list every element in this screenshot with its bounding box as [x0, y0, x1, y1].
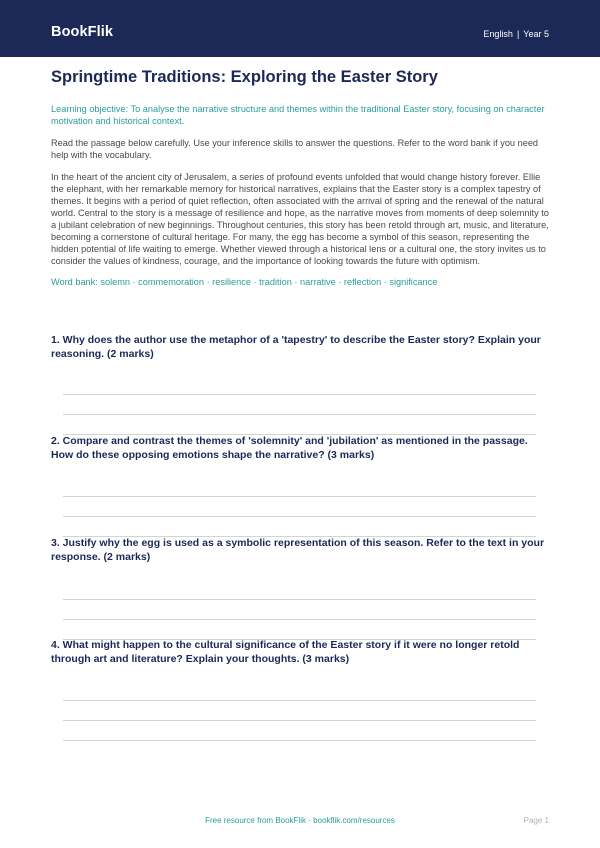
answer-line[interactable]: [63, 414, 536, 415]
question-4: [51, 638, 549, 666]
year-label: Year 5: [523, 29, 549, 39]
answer-line[interactable]: [63, 700, 536, 701]
answer-line[interactable]: [63, 394, 536, 395]
answer-line[interactable]: [63, 619, 536, 620]
answer-line[interactable]: [63, 720, 536, 721]
answer-line[interactable]: [63, 740, 536, 741]
subject-label: English: [483, 29, 513, 39]
answer-line[interactable]: [63, 496, 536, 497]
reading-passage: In the heart of the ancient city of Jerusalem, a series of profound events unfolded that would change history forever. Ellie the elephant, with her remarkable memory for historical narratives, explains that the Easter story is a complex tapestry of themes. It begins with a period of quiet reflection, often associated with the arrival of spring and the renewal of the natural world. Central to the story is a message of resilience and hope, as the narrative moves from moments of deep solemnity to a jubilant celebration of new beginnings. Throughout centuries, this story has been retold through art, music, and literature, becoming a cornerstone of cultural heritage. For many, the egg has become a symbol of this season, representing the hidden potential of life waiting to emerge. Whether viewed through a historical lens or a cultural one, the story invites us to consider the values of kindness, courage, and the importance of looking towards the future with optimism.: [51, 172, 549, 266]
question-text: 2. Compare and contrast the themes of 'solemnity' and 'jubilation' as mentioned in the passage. How do these opposing emotions shape the narrative? (3 marks): [51, 435, 528, 461]
answer-line[interactable]: [63, 599, 536, 600]
instructions-text: Read the passage below carefully. Use your inference skills to answer the questions. Refer to the word bank if you need help with the vocabulary.: [51, 138, 539, 160]
word-bank: Word bank: solemn · commemoration · resilience · tradition · narrative · reflection · significance: [51, 277, 438, 287]
footer-link[interactable]: Free resource from BookFlik · bookflik.com/resources: [205, 816, 395, 825]
question-text: 4. What might happen to the cultural significance of the Easter story if it were no longer retold through art and literature? Explain your thoughts. (3 marks): [51, 639, 520, 665]
question-1: [51, 333, 549, 361]
question-2: [51, 434, 549, 462]
page-number: Page 1: [523, 816, 549, 825]
worksheet-intro: [51, 64, 549, 288]
subject-year-label: [483, 29, 549, 39]
question-text: 1. Why does the author use the metaphor of a 'tapestry' to describe the Easter story? Explain your reasoning. (2 marks): [51, 334, 541, 360]
answer-line[interactable]: [63, 516, 536, 517]
brand-logo[interactable]: BookFlik: [51, 24, 114, 40]
question-text: 3. Justify why the egg is used as a symbolic representation of this season. Refer to the text in your response. (2 marks): [51, 537, 545, 563]
learning-objective: Learning objective: To analyse the narrative structure and themes within the traditional Easter story, focusing on character motivation and historical context.: [51, 104, 545, 126]
question-3: [51, 536, 549, 564]
page-title: Springtime Traditions: Exploring the Easter Story: [51, 68, 438, 86]
page-header: [0, 0, 600, 57]
meta-separator: |: [516, 29, 520, 39]
